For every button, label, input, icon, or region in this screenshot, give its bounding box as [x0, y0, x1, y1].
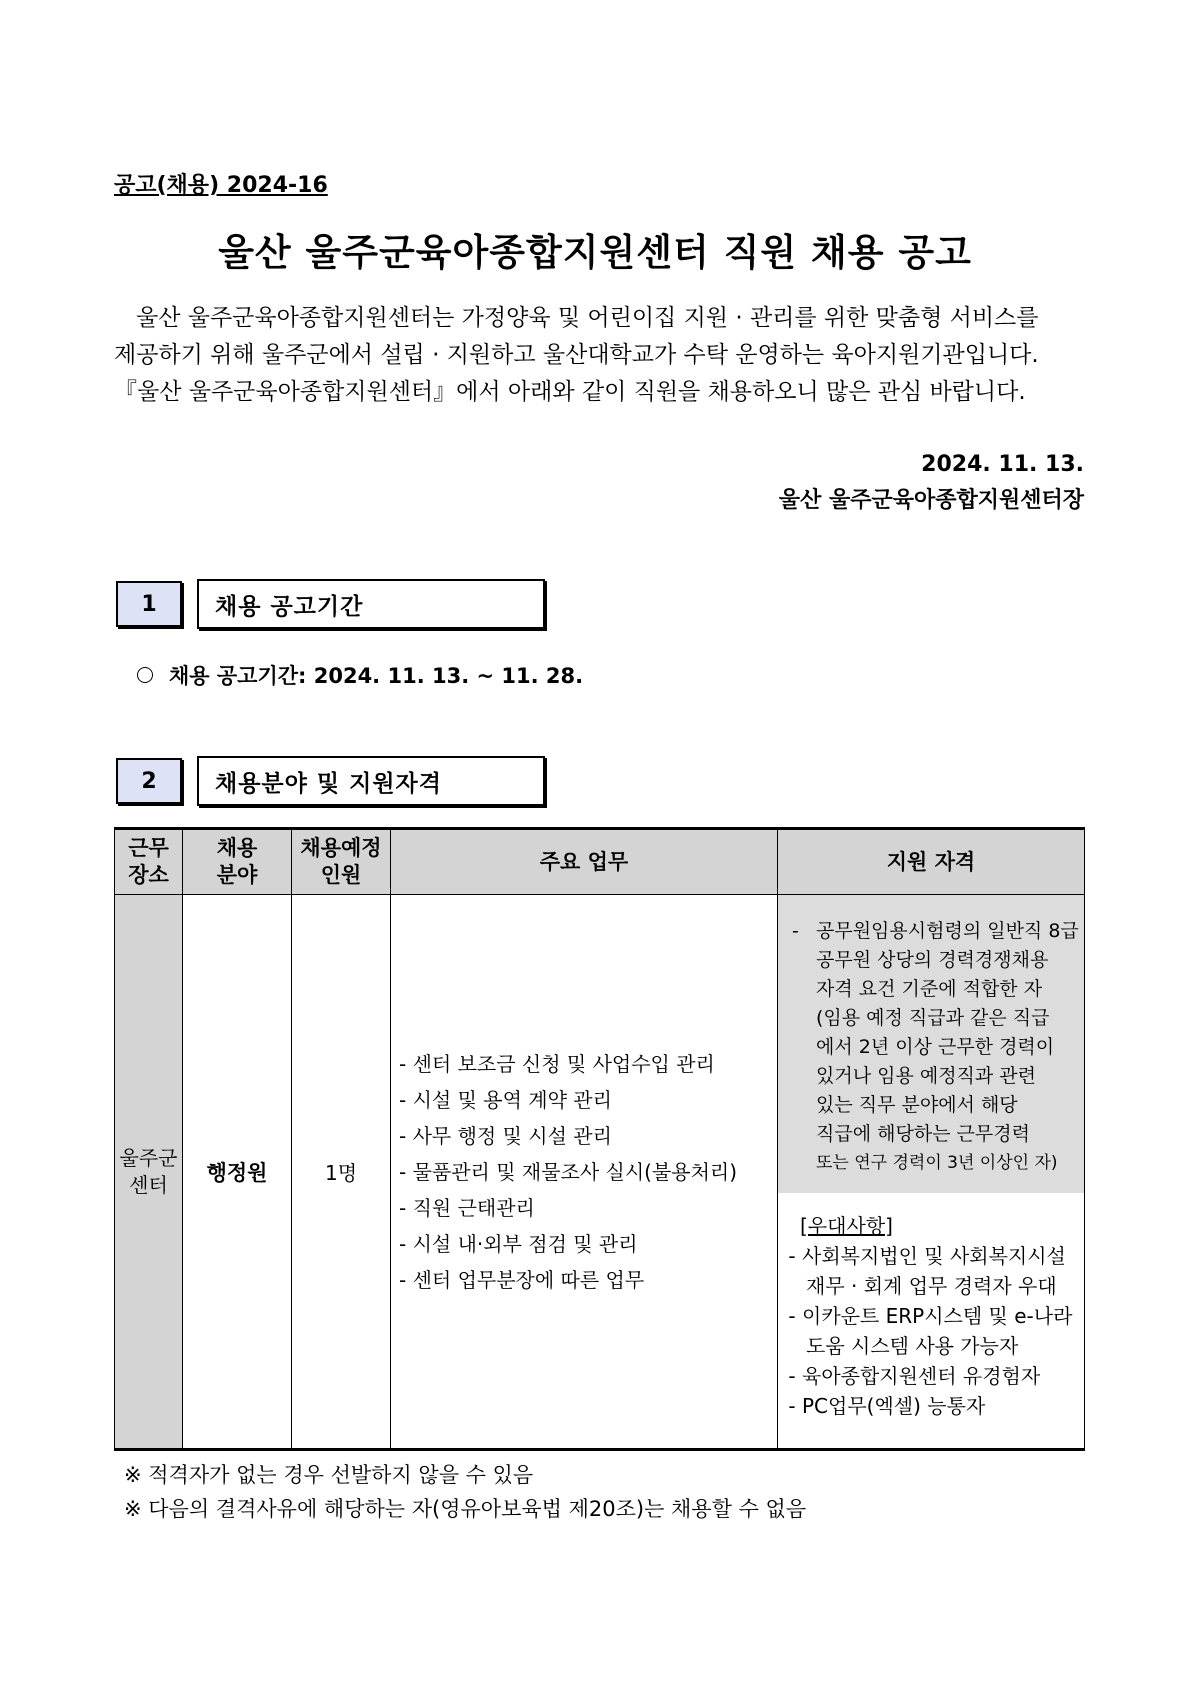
- qualification-line: 있는 직무 분야에서 해당: [816, 1094, 1018, 1116]
- recruitment-table: [114, 827, 1085, 1451]
- header-field: 채용 분야: [183, 829, 292, 895]
- preferences-block: [778, 1193, 1084, 1421]
- cell-headcount: 1명: [292, 895, 391, 1450]
- section-title-1: 채용 공고기간: [197, 579, 545, 629]
- issuer-name: 울산 울주군육아종합지원센터장: [778, 488, 1084, 513]
- section-title-2: 채용분야 및 지원자격: [197, 756, 545, 806]
- notice-number: 공고(채용) 2024-16: [114, 173, 328, 198]
- qualification-line: 공무원 상당의 경력경쟁채용: [816, 949, 1049, 971]
- page-title: 울산 울주군육아종합지원센터 직원 채용 공고: [218, 231, 972, 274]
- footnote: ※ 다음의 결격사유에 해당하는 자(영유아보육법 제20조)는 채용할 수 없음: [124, 1497, 807, 1521]
- circle-bullet-icon: [137, 667, 153, 683]
- qualification-line: 공무원임용시험령의 일반직 8급: [816, 920, 1079, 942]
- preference-item: - 육아종합지원센터 유경험자: [788, 1364, 1041, 1388]
- notice-date: 2024. 11. 13.: [921, 452, 1084, 477]
- dash-bullet: -: [792, 920, 799, 942]
- qualification-line: 자격 요건 기준에 적합한 자: [816, 978, 1043, 1000]
- header-duties: 주요 업무: [391, 829, 778, 895]
- footnotes: [124, 1458, 806, 1526]
- qualification-line: 에서 2년 이상 근무한 경력이: [816, 1036, 1055, 1058]
- period-text: 채용 공고기간: 2024. 11. 13. ~ 11. 28.: [169, 664, 584, 688]
- duty-item: - 센터 업무분장에 따른 업무: [399, 1267, 645, 1292]
- duty-item: - 센터 보조금 신청 및 사업수입 관리: [399, 1051, 715, 1076]
- duty-item: - 사무 행정 및 시설 관리: [399, 1123, 612, 1148]
- duty-item: - 시설 및 용역 계약 관리: [399, 1087, 612, 1112]
- intro-line: 『울산 울주군육아종합지원센터』에서 아래와 같이 직원을 채용하오니 많은 관심 바랍니다.: [114, 379, 1026, 405]
- intro-line: 울산 울주군육아종합지원센터는 가정양육 및 어린이집 지원 · 관리를 위한 맞춤형 서비스를: [136, 305, 1039, 331]
- table-row: [115, 895, 1085, 1450]
- cell-duties: [391, 895, 778, 1450]
- preference-item: - PC업무(엑셀) 능통자: [788, 1394, 986, 1418]
- qualification-line: 직급에 해당하는 근무경력: [816, 1123, 1030, 1145]
- duty-item: - 직원 근태관리: [399, 1195, 535, 1220]
- footnote: ※ 적격자가 없는 경우 선발하지 않을 수 있음: [124, 1463, 534, 1487]
- cell-field: 행정원: [183, 895, 292, 1450]
- header-location: 근무 장소: [115, 829, 183, 895]
- section-number-1: 1: [116, 581, 182, 627]
- cell-location: 울주군 센터: [115, 895, 183, 1450]
- preference-item: - 사회복지법인 및 사회복지시설 재무 · 회계 업무 경력자 우대: [788, 1244, 1066, 1298]
- intro-line: 제공하기 위해 울주군에서 설립 · 지원하고 울산대학교가 수탁 운영하는 육아지원기관입니다.: [114, 342, 1039, 368]
- section-number-2: 2: [116, 758, 182, 804]
- qualification-line: 있거나 임용 예정직과 관련: [816, 1065, 1037, 1087]
- recruitment-period: [137, 660, 583, 690]
- preference-item: - 이카운트 ERP시스템 및 e-나라 도움 시스템 사용 가능자: [788, 1304, 1073, 1358]
- table-header-row: [115, 829, 1085, 895]
- qualification-requirement: [778, 895, 1084, 1193]
- cell-qualifications: [778, 895, 1085, 1450]
- intro-paragraph: [114, 300, 1084, 411]
- duty-item: - 물품관리 및 재물조사 실시(불용처리): [399, 1159, 738, 1184]
- preferences-title: [우대사항]: [800, 1214, 893, 1238]
- header-headcount: 채용예정 인원: [292, 829, 391, 895]
- signature-block: [779, 447, 1084, 519]
- qualification-line: (임용 예정 직급과 같은 직급: [816, 1007, 1050, 1029]
- qualification-line: 또는 연구 경력이 3년 이상인 자): [816, 1153, 1058, 1173]
- duty-item: - 시설 내·외부 점검 및 관리: [399, 1231, 638, 1256]
- header-qualifications: 지원 자격: [778, 829, 1085, 895]
